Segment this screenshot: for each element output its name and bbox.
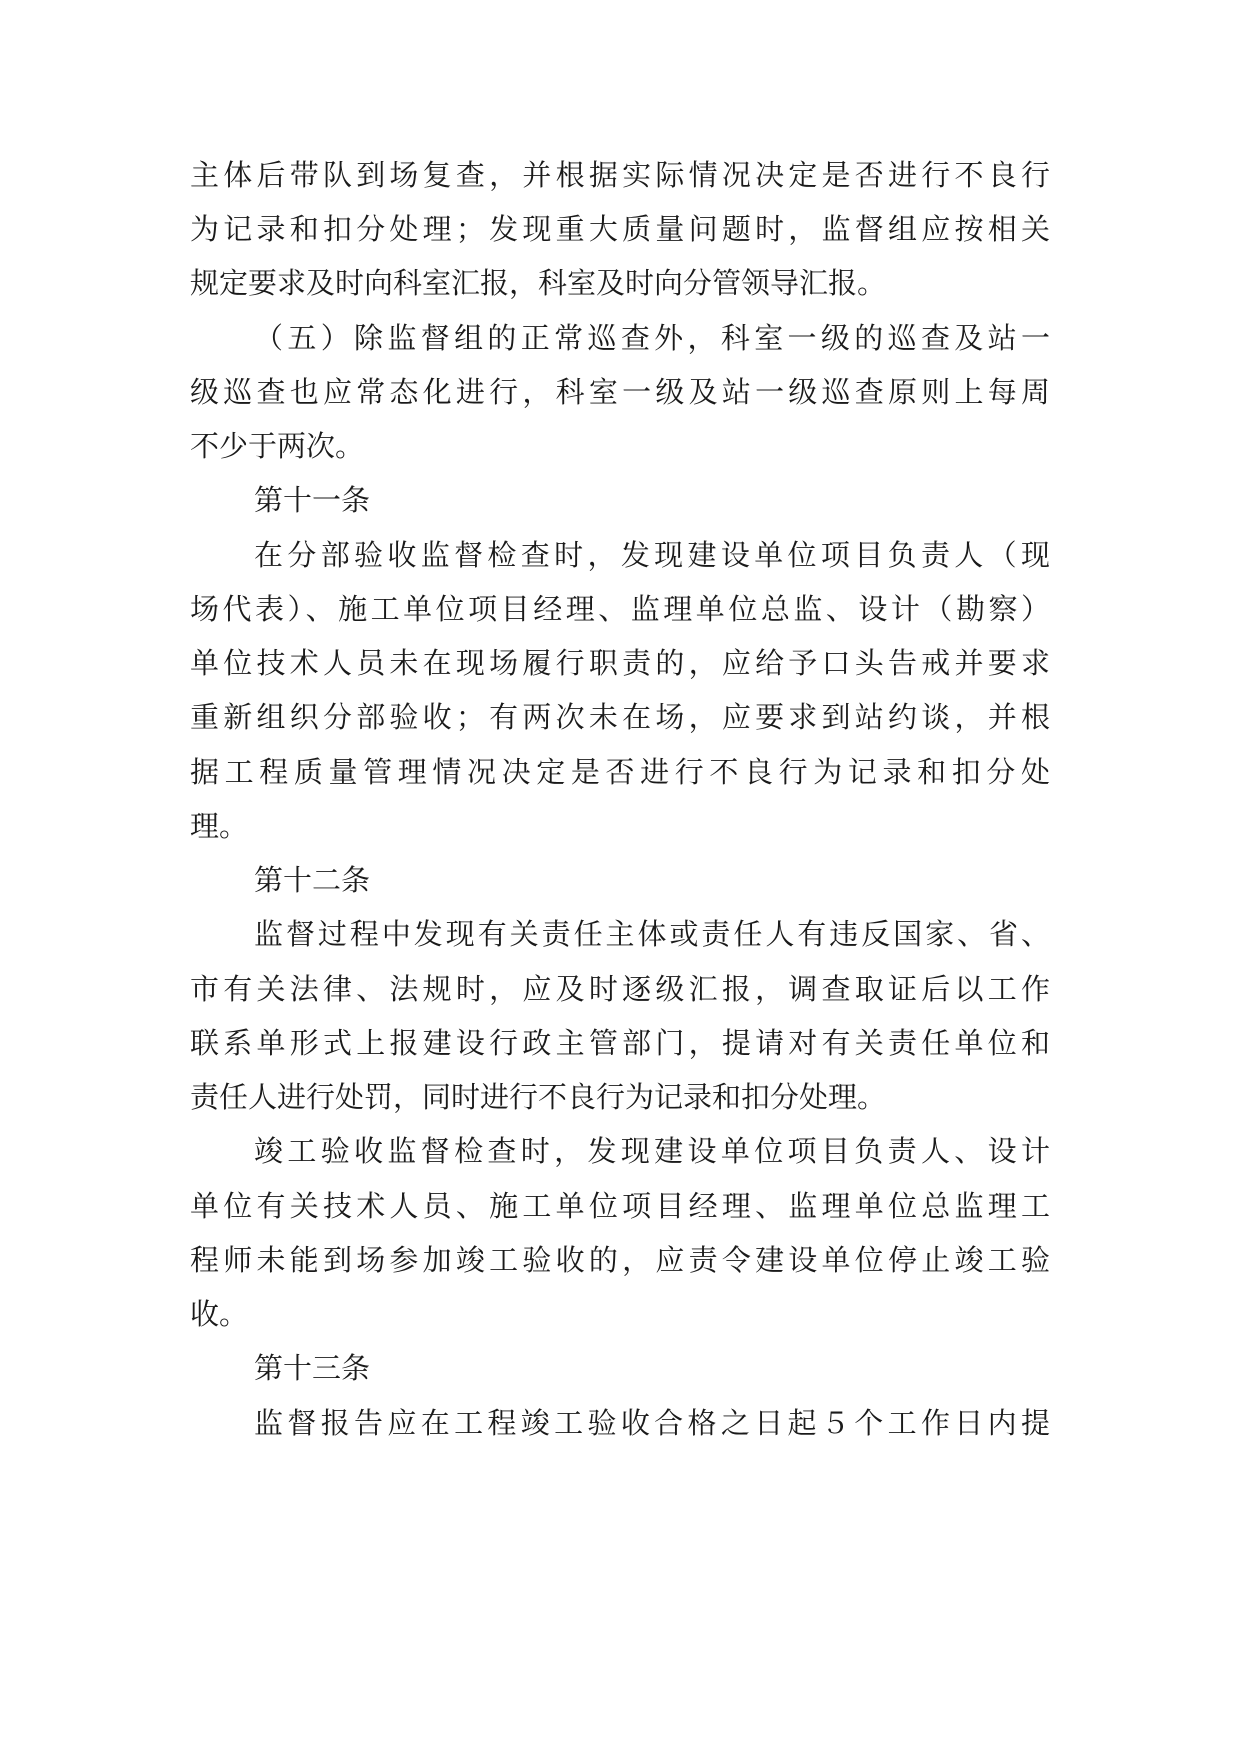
text-line: 收。 — [190, 1297, 249, 1331]
text-line: 规定要求及时向科室汇报，科室及时向分管领导汇报。 — [190, 266, 887, 300]
text-line: 理。 — [190, 809, 249, 843]
text-line: 在分部验收监督检查时，发现建设单位项目负责人（现 — [254, 538, 1050, 572]
text-line: 程师未能到场参加竣工验收的，应责令建设单位停止竣工验 — [190, 1243, 1050, 1277]
article-heading: 第十一条 — [254, 483, 371, 517]
text-line: 监督过程中发现有关责任主体或责任人有违反国家、省、 — [254, 917, 1050, 951]
text-line: 责任人进行处罚，同时进行不良行为记录和扣分处理。 — [190, 1080, 887, 1114]
text-line: 竣工验收监督检查时，发现建设单位项目负责人、设计 — [254, 1134, 1050, 1168]
article-heading: 第十二条 — [254, 863, 371, 897]
text-line: 级巡查也应常态化进行，科室一级及站一级巡查原则上每周 — [190, 375, 1050, 409]
text-line: 场代表）、施工单位项目经理、监理单位总监、设计（勘察） — [190, 592, 1050, 626]
text-line: 重新组织分部验收；有两次未在场，应要求到站约谈，并根 — [190, 700, 1050, 734]
text-line: 联系单形式上报建设行政主管部门，提请对有关责任单位和 — [190, 1026, 1050, 1060]
text-line: 单位有关技术人员、施工单位项目经理、监理单位总监理工 — [190, 1189, 1050, 1223]
text-line: 主体后带队到场复查，并根据实际情况决定是否进行不良行 — [190, 158, 1050, 192]
text-line: 单位技术人员未在现场履行职责的，应给予口头告戒并要求 — [190, 646, 1050, 680]
text-line: 不少于两次。 — [190, 429, 365, 463]
text-line: （五）除监督组的正常巡查外，科室一级的巡查及站一 — [254, 321, 1050, 355]
text-line: 为记录和扣分处理；发现重大质量问题时，监督组应按相关 — [190, 212, 1050, 246]
text-line: 据工程质量管理情况决定是否进行不良行为记录和扣分处 — [190, 755, 1050, 789]
text-line: 监督报告应在工程竣工验收合格之日起５个工作日内提 — [254, 1406, 1050, 1440]
article-heading: 第十三条 — [254, 1351, 371, 1385]
text-line: 市有关法律、法规时，应及时逐级汇报，调查取证后以工作 — [190, 972, 1050, 1006]
